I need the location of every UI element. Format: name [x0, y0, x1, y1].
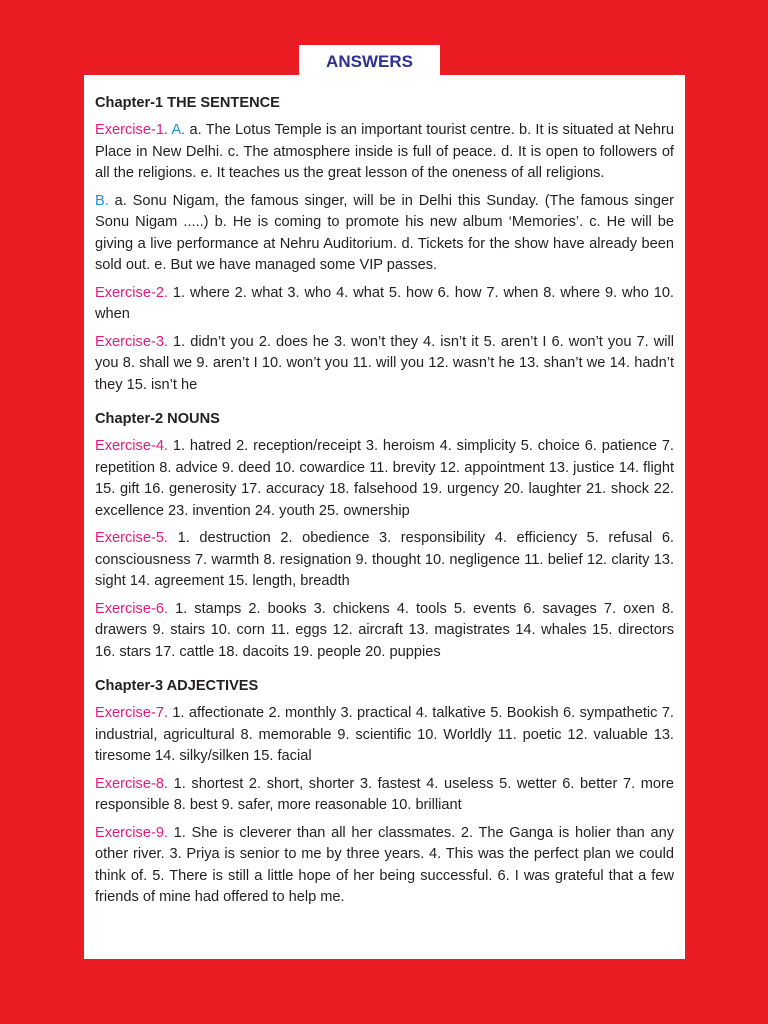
- answers-title: ANSWERS: [299, 45, 440, 78]
- exercise-1b-label: B.: [95, 192, 109, 209]
- chapter-1-heading: Chapter-1 THE SENTENCE: [95, 95, 280, 111]
- exercise-1b-text: a. Sonu Nigam, the famous singer, will be in Delhi this Sunday. (The famous singer Sonu Nigam .....) b. He is coming to promote his new album ‘Memories’. c. He will be giving a live performance at Nehru Auditorium. d. Tickets for the show have already been sold out. e. But we have managed some VIP passes.: [95, 192, 674, 273]
- exercise-4-text: 1. hatred 2. reception/receipt 3. heroism 4. simplicity 5. choice 6. patience 7. repetition 8. advice 9. deed 10. cowardice 11. brevity 12. appointment 13. justice 14. flight 15. gift 16. generosity 17. accuracy 18. falsehood 19. urgency 20. laughter 21. shock 22. excellence 23. invention 24. youth 25. ownership: [95, 438, 674, 519]
- answer-content: [95, 93, 674, 915]
- exercise-1a-text: a. The Lotus Temple is an important tourist centre. b. It is situated at Nehru Place in New Delhi. c. The atmosphere inside is full of peace. d. It is open to followers of all the religions. e. It teaches us the great lesson of the oneness of all religions.: [95, 122, 675, 181]
- exercise-9-paragraph: [95, 823, 674, 909]
- exercise-1b-paragraph: [95, 191, 674, 277]
- exercise-5-label: Exercise-5.: [95, 530, 168, 546]
- answer-sheet: [84, 75, 685, 959]
- exercise-4-paragraph: [95, 436, 674, 522]
- exercise-7-label: Exercise-7.: [95, 705, 168, 721]
- exercise-5-text: 1. destruction 2. obedience 3. responsibility 4. efficiency 5. refusal 6. consciousness 7. warmth 8. resignation 9. thought 10. negligence 11. belief 12. clarity 13. sight 14. agreement 15. length, breadth: [95, 530, 674, 589]
- exercise-8-text: 1. shortest 2. short, shorter 3. fastest 4. useless 5. wetter 6. better 7. more responsible 8. best 9. safer, more reasonable 10. brilliant: [95, 775, 674, 813]
- exercise-8-paragraph: [95, 774, 674, 817]
- exercise-9-text: 1. She is cleverer than all her classmates. 2. The Ganga is holier than any other river. 3. Priya is senior to me by three years. 4. This was the perfect plan we could think of. 5. There is still a little hope of her being successful. 6. I was grateful that a few friends of mine had offered to help me.: [95, 824, 674, 905]
- exercise-3-text: 1. didn’t you 2. does he 3. won’t they 4. isn’t it 5. aren’t I 6. won’t you 7. will you 8. shall we 9. aren’t I 10. won’t you 11. will you 12. wasn’t he 13. shan’t we 14. hadn’t they 15. isn’t he: [95, 333, 674, 393]
- exercise-7-text: 1. affectionate 2. monthly 3. practical 4. talkative 5. Bookish 6. sympathetic 7. industrial, agricultural 8. memorable 9. scientific 10. Worldly 11. poetic 12. valuable 13. tiresome 14. silky/silken 15. facial: [95, 705, 674, 764]
- exercise-1-label: Exercise-1.: [95, 122, 168, 138]
- exercise-7-paragraph: [95, 703, 674, 768]
- exercise-9-label: Exercise-9.: [95, 824, 168, 841]
- exercise-3-label: Exercise-3.: [95, 333, 168, 350]
- exercise-2-label: Exercise-2.: [95, 284, 168, 301]
- exercise-1a-label: A.: [171, 122, 186, 138]
- exercise-6-text: 1. stamps 2. books 3. chickens 4. tools 5. events 6. savages 7. oxen 8. drawers 9. stairs 10. corn 11. eggs 12. aircraft 13. magistrates 14. whales 15. directors 16. stars 17. cattle 18. dacoits 19. people 20. puppies: [95, 600, 674, 660]
- exercise-5-paragraph: [95, 528, 674, 593]
- exercise-2-paragraph: [95, 283, 674, 326]
- chapter-3-heading: Chapter-3 ADJECTIVES: [95, 678, 259, 694]
- chapter-2-heading: Chapter-2 NOUNS: [95, 411, 220, 427]
- exercise-8-label: Exercise-8.: [95, 775, 168, 792]
- exercise-1a-paragraph: [95, 120, 674, 185]
- exercise-6-label: Exercise-6.: [95, 600, 168, 617]
- exercise-3-paragraph: [95, 332, 674, 397]
- exercise-2-text: 1. where 2. what 3. who 4. what 5. how 6. how 7. when 8. where 9. who 10. when: [95, 284, 674, 322]
- exercise-6-paragraph: [95, 599, 674, 664]
- exercise-4-label: Exercise-4.: [95, 438, 168, 454]
